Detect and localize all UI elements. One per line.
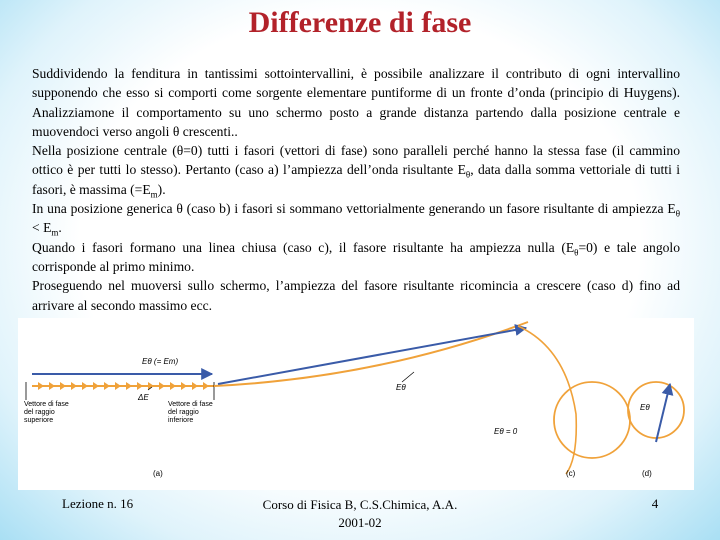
case-a-diagram (24, 357, 214, 478)
phasor-arrowhead (192, 382, 198, 390)
phasor-arrowhead (137, 382, 143, 390)
footer-page-number: 4 (651, 496, 659, 511)
phasor-arrowhead (93, 382, 99, 390)
label-upper-2: del raggio (24, 409, 55, 416)
paragraph-1: Suddividendo la fenditura in tantissimi sottointervallini, è possibile analizzare il contributo di ogni intervallino supponendo che esso si comporti come sorgente elementare puntiforme di un fronte d’onda (principio di Huygens). Analizziamone il comportamento su uno schermo posto a grande distanza partendo dalla posizione centrale e muovendoci verso angoli θ crescenti.. (32, 66, 680, 139)
footer-course-line2: 2001-02 (338, 515, 382, 530)
phasor-arrowhead (170, 382, 176, 390)
footer-lesson: Lezione n. 16 (62, 496, 134, 511)
label-lower-1: Vettore di fase (168, 401, 213, 408)
phasor-arc-connector (518, 326, 576, 474)
phasor-arrowhead (126, 382, 132, 390)
phasor-arrowhead (60, 382, 66, 390)
phasor-arrowhead (49, 382, 55, 390)
label-lower-3: inferiore (168, 417, 194, 424)
body-text (32, 64, 680, 315)
caption-a: (a) (153, 469, 163, 478)
paragraph-2: Nella posizione centrale (θ=0) tutti i fasori (vettori di fase) sono paralleli perché hanno la stessa fase (il cammino ottico è per tutti lo stesso). Pertanto (caso a) l’ampiezza dell’onda risultante $E_\theta$, data dalla somma vettoriale di tutti i fasori, è massima $(=E_m)$. (32, 143, 680, 200)
phasor-arrowhead (38, 382, 44, 390)
phasor-arrowhead (148, 382, 154, 390)
label-e-max: Eθ (= Em) (142, 357, 179, 366)
phasor-circle-c (554, 382, 630, 458)
label-upper-1: Vettore di fase (24, 401, 69, 408)
label-delta-e: ΔE (138, 393, 149, 402)
caption-c: (c) (566, 469, 576, 478)
label-b: Eθ (396, 383, 406, 392)
phasor-arrowhead (203, 382, 209, 390)
case-b-diagram (214, 322, 528, 392)
paragraph-5: Proseguendo nel muoversi sullo schermo, l’ampiezza del fasore risultante ricomincia a crescere (caso d) fino ad arrivare al secondo massimo ecc. (32, 278, 680, 313)
resultant-d (656, 384, 670, 442)
paragraph-3: In una posizione generica θ (caso b) i fasori si sommano vettorialmente generando un fasore risultante di ampiezza $E_\theta < E_m$. (32, 201, 680, 239)
phasor-arrowhead (115, 382, 121, 390)
phasor-figure (18, 318, 694, 490)
case-c-diagram (494, 326, 630, 478)
footer-course (240, 496, 480, 532)
slide-title: Differenze di fase (248, 6, 472, 39)
phasor-diagram (18, 318, 694, 490)
phasor-arrowhead (71, 382, 77, 390)
resultant-b (218, 328, 526, 384)
paragraph-4: Quando i fasori formano una linea chiusa (caso c), il fasore risultante ha ampiezza nulla $(E_\theta=0)$ e tale angolo corrisponde al primo minimo. (32, 239, 680, 274)
phasor-arrowhead (181, 382, 187, 390)
footer-course-line1: Corso di Fisica B, C.S.Chimica, A.A. (262, 497, 458, 512)
phasor-arrowhead (104, 382, 110, 390)
label-c: Eθ = 0 (494, 427, 518, 436)
phasor-arrowhead (82, 382, 88, 390)
label-lower-2: del raggio (168, 409, 199, 416)
label-upper-3: superiore (24, 417, 54, 424)
case-d-diagram (628, 382, 684, 478)
label-d: Eθ (640, 403, 650, 412)
phasor-arrowhead (159, 382, 165, 390)
caption-d: (d) (642, 469, 652, 478)
phasor-circle-d (628, 382, 684, 438)
